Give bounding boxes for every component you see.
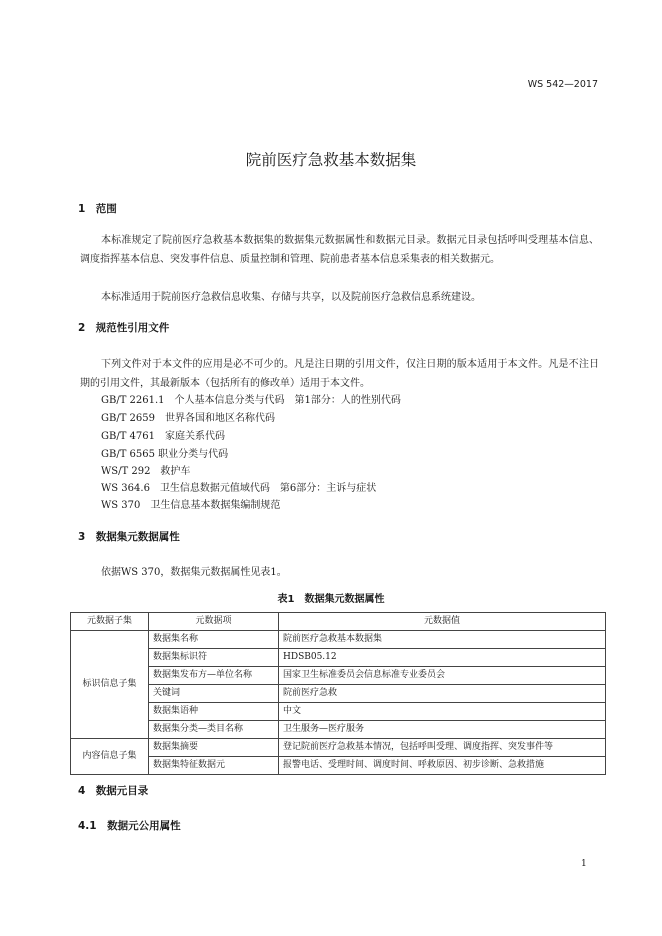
- reference-item: WS 370 卫生信息基本数据集编制规范: [101, 500, 281, 511]
- section-3-heading: 3 数据集元数据属性: [78, 531, 180, 543]
- value-cell: 院前医疗急救: [279, 685, 606, 703]
- item-cell: 数据集名称: [149, 631, 279, 649]
- reference-item: GB/T 2659 世界各国和地区名称代码: [101, 413, 276, 424]
- table-header-cell: 元数据值: [279, 613, 606, 631]
- section-2-heading: 2 规范性引用文件: [78, 322, 170, 334]
- table-header-cell: 元数据项: [149, 613, 279, 631]
- table-row: [71, 631, 606, 649]
- document-code: WS 542—2017: [527, 79, 598, 90]
- item-cell: 数据集分类—类目名称: [149, 721, 279, 739]
- reference-item: GB/T 2261.1 个人基本信息分类与代码 第1部分：人的性别代码: [101, 395, 401, 406]
- item-cell: 关键词: [149, 685, 279, 703]
- table-header-row: [71, 613, 606, 631]
- section-4-heading: 4 数据元目录: [78, 785, 149, 797]
- value-cell: HDSB05.12: [279, 649, 606, 667]
- section-2-intro: 下列文件对于本文件的应用是必不可少的。凡是注日期的引用文件，仅注日期的版本适用于本文件。凡是不注日期的引用文件，其最新版本（包括所有的修改单）适用于本文件。: [80, 359, 599, 389]
- reference-item: WS/T 292 救护车: [101, 466, 191, 477]
- section-1-heading: 1 范围: [78, 203, 117, 215]
- value-cell: 院前医疗急救基本数据集: [279, 631, 606, 649]
- table-row: [71, 739, 606, 757]
- table-header-cell: 元数据子集: [71, 613, 149, 631]
- value-cell: 登记院前医疗急救基本情况，包括呼叫受理、调度指挥、突发事件等: [279, 739, 606, 757]
- table-row: [71, 649, 606, 667]
- subset-cell: 标识信息子集: [71, 631, 149, 739]
- document-title: 院前医疗急救基本数据集: [245, 151, 417, 169]
- table-row: [71, 667, 606, 685]
- section-4-1-heading: 4.1 数据元公用属性: [78, 820, 181, 832]
- section-1-paragraph-2: 本标准适用于院前医疗急救信息收集、存储与共享，以及院前医疗急救信息系统建设。: [101, 292, 481, 303]
- reference-item: GB/T 6565 职业分类与代码: [101, 449, 229, 460]
- item-cell: 数据集标识符: [149, 649, 279, 667]
- item-cell: 数据集语种: [149, 703, 279, 721]
- reference-item: WS 364.6 卫生信息数据元值域代码 第6部分：主诉与症状: [101, 483, 377, 494]
- metadata-table: [70, 612, 606, 775]
- reference-item: GB/T 4761 家庭关系代码: [101, 431, 226, 442]
- value-cell: 卫生服务—医疗服务: [279, 721, 606, 739]
- table-row: [71, 685, 606, 703]
- item-cell: 数据集特征数据元: [149, 757, 279, 775]
- table-row: [71, 757, 606, 775]
- value-cell: 中文: [279, 703, 606, 721]
- section-1-paragraph-1: 本标准规定了院前医疗急救基本数据集的数据集元数据属性和数据元目录。数据元目录包括呼叫受理基本信息、调度指挥基本信息、突发事件信息、质量控制和管理、院前患者基本信息采集表的相关数据元。: [80, 235, 599, 265]
- section-3-intro: 依据WS 370，数据集元数据属性见表1。: [101, 567, 287, 578]
- page-number: 1: [581, 859, 587, 869]
- table-row: [71, 703, 606, 721]
- value-cell: 国家卫生标准委员会信息标准专业委员会: [279, 667, 606, 685]
- table-caption: 表1 数据集元数据属性: [277, 594, 385, 605]
- item-cell: 数据集摘要: [149, 739, 279, 757]
- table-row: [71, 721, 606, 739]
- subset-cell: 内容信息子集: [71, 739, 149, 775]
- value-cell: 报警电话、受理时间、调度时间、呼救原因、初步诊断、急救措施: [279, 757, 606, 775]
- item-cell: 数据集发布方—单位名称: [149, 667, 279, 685]
